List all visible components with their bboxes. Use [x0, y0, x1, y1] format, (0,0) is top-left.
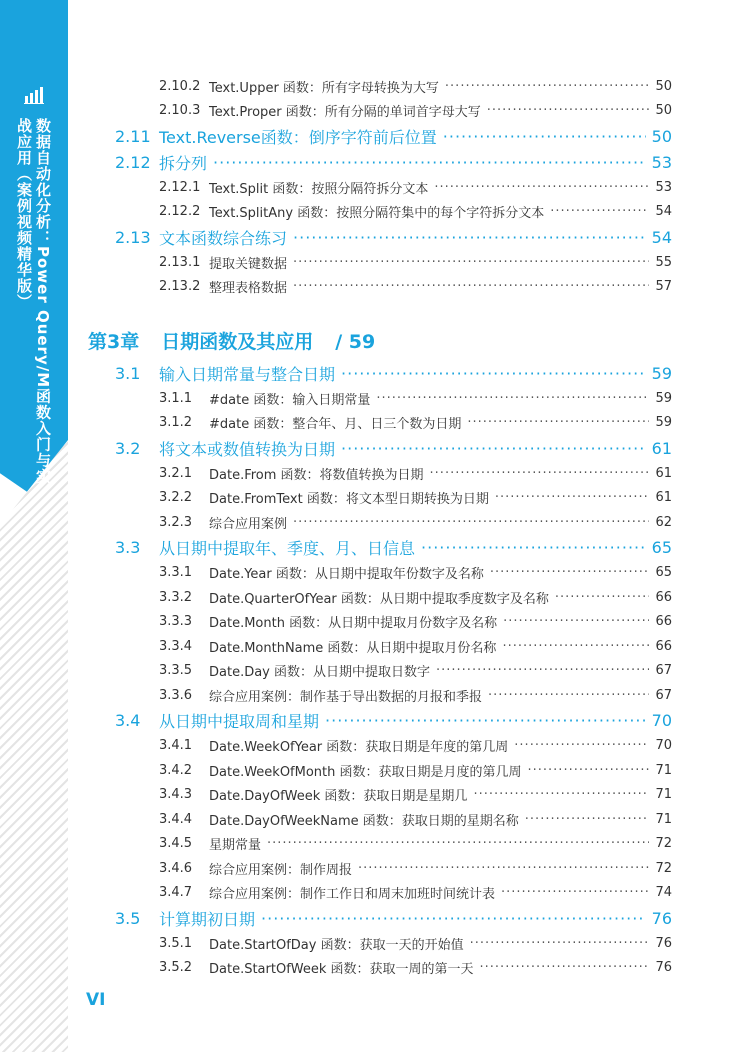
toc-entry-number: 3.5.1 — [159, 935, 193, 951]
toc-entry-page: 50 — [655, 78, 672, 94]
toc-entry-title: Text.Reverse函数：倒序字符前后位置 — [159, 127, 437, 147]
toc-entry-page: 59 — [655, 390, 672, 406]
toc-entry-title: Date.FromText 函数：将文本型日期转换为日期 — [209, 492, 489, 507]
toc-entry-number: 3.2.1 — [159, 465, 193, 481]
chapter-title: 日期函数及其应用 — [161, 331, 314, 353]
toc-entry-page: 59 — [651, 363, 672, 383]
toc-subsection-entry — [159, 486, 672, 510]
toc-subsection-entry — [159, 74, 672, 98]
toc-leader-dots — [467, 415, 649, 430]
toc-subsection-entry — [159, 250, 672, 274]
toc-entry-number: 2.12.2 — [159, 204, 201, 219]
toc-entry-page: 76 — [655, 960, 672, 975]
toc-entry-title: 星期常量 — [209, 838, 262, 853]
toc-entry-number: 2.13.1 — [159, 254, 201, 270]
toc-leader-dots — [267, 836, 649, 851]
toc-subsection-entry — [159, 758, 672, 782]
toc-leader-dots — [436, 663, 649, 678]
toc-entry-page: 70 — [655, 738, 672, 753]
toc-leader-dots — [528, 763, 650, 778]
toc-entry-number: 3.3.5 — [159, 663, 193, 678]
toc-subsection-entry — [159, 634, 672, 658]
chapter-heading — [88, 327, 375, 354]
toc-subsection-entry — [159, 386, 672, 410]
toc-entry-number: 3.4 — [115, 711, 141, 730]
toc-subsection-entry — [159, 175, 672, 199]
toc-entry-title: Date.Year 函数：从日期中提取年份数字及名称 — [209, 567, 484, 582]
toc-entry-page: 72 — [655, 860, 672, 876]
toc-entry-title: Date.From 函数：将数值转换为日期 — [209, 467, 424, 483]
toc-entry-page: 67 — [655, 663, 672, 678]
toc-leader-dots — [502, 639, 649, 654]
toc-leader-dots — [470, 936, 650, 951]
toc-entry-title: 综合应用案例：制作周报 — [209, 862, 353, 878]
toc-entry-number: 3.4.1 — [159, 738, 193, 753]
toc-leader-dots — [550, 204, 649, 219]
toc-entry-page: 57 — [655, 279, 672, 294]
toc-entry-page: 71 — [655, 787, 672, 802]
toc-entry-title: 综合应用案例 — [209, 516, 288, 532]
toc-entry-number: 3.3.4 — [159, 638, 193, 654]
toc-entry-title: Date.DayOfWeek 函数：获取日期是星期几 — [209, 789, 468, 804]
toc-entry-number: 3.5 — [115, 908, 141, 928]
toc-leader-dots — [487, 103, 650, 118]
toc-entry-page: 67 — [655, 687, 672, 703]
toc-entry-page: 66 — [655, 638, 672, 654]
toc-entry-page: 61 — [651, 438, 672, 458]
toc-entry-page: 55 — [655, 254, 672, 270]
chapter-label: 第3章 — [88, 331, 140, 353]
toc-entry-number: 2.12 — [115, 152, 151, 172]
toc-subsection-entry — [159, 99, 672, 123]
toc-subsection-entry — [159, 585, 672, 609]
toc-entry-title: Date.MonthName 函数：从日期中提取月份名称 — [209, 640, 497, 656]
toc-entry-title: Date.Month 函数：从日期中提取月份数字及名称 — [209, 616, 498, 631]
toc-subsection-entry — [159, 783, 672, 807]
toc-entry-title: Date.StartOfDay 函数：获取一天的开始值 — [209, 937, 464, 953]
toc-entry-page: 71 — [655, 762, 672, 778]
toc-entry-number: 3.4.3 — [159, 787, 193, 802]
toc-subsection-entry — [159, 931, 672, 955]
toc-entry-number: 2.13 — [115, 227, 151, 247]
toc-subsection-entry — [159, 683, 672, 707]
toc-subsection-entry — [159, 956, 672, 980]
toc-entry-title: Date.WeekOfMonth 函数：获取日期是月度的第几周 — [209, 764, 522, 780]
toc-entry-title: Text.Split 函数：按照分隔符拆分文本 — [209, 181, 429, 197]
toc-leader-dots — [445, 79, 650, 94]
toc-leader-dots — [430, 466, 650, 481]
toc-entry-page: 66 — [655, 589, 672, 605]
toc-leader-dots — [480, 960, 650, 975]
toc-leader-dots — [293, 255, 649, 270]
toc-section-entry — [115, 123, 672, 149]
toc-entry-title: 将文本或数值转换为日期 — [159, 439, 336, 459]
toc-entry-number: 3.3.1 — [159, 565, 193, 580]
toc-section-entry — [115, 535, 672, 561]
toc-entry-title: 文本函数综合练习 — [159, 228, 288, 248]
toc-entry-page: 72 — [655, 836, 672, 851]
toc-entry-number: 3.3 — [115, 538, 141, 557]
toc-leader-dots — [341, 439, 646, 458]
toc-entry-page: 71 — [655, 811, 672, 827]
toc-leader-dots — [443, 127, 646, 146]
toc-entry-number: 3.4.2 — [159, 762, 193, 778]
toc-entry-page: 66 — [655, 614, 672, 629]
toc-entry-title: Text.Proper 函数：所有分隔的单词首字母大写 — [209, 105, 481, 120]
toc-entry-number: 3.4.7 — [159, 885, 193, 900]
toc-entry-page: 61 — [655, 465, 672, 481]
chapter-page: / 59 — [335, 331, 376, 353]
toc-entry-page: 62 — [655, 514, 672, 530]
toc-entry-title: #date 函数：整合年、月、日三个数为日期 — [209, 417, 462, 432]
book-title: 数据自动化分析：Power Query/M函数入门与实战应用（案例视频精华版） — [15, 118, 52, 485]
toc-entry-number: 2.12.1 — [159, 179, 201, 195]
toc-leader-dots — [434, 180, 649, 195]
toc-entry-title: 提取关键数据 — [209, 256, 288, 272]
toc-leader-dots — [293, 228, 646, 247]
toc-entry-number: 3.1 — [115, 363, 141, 383]
toc-entry-title: 从日期中提取周和星期 — [159, 712, 320, 731]
toc-entry-page: 65 — [651, 538, 672, 557]
toc-leader-dots — [503, 614, 649, 629]
toc-leader-dots — [213, 153, 646, 172]
toc-leader-dots — [514, 738, 649, 753]
toc-subsection-entry — [159, 832, 672, 856]
toc-section-entry — [115, 360, 672, 386]
toc-leader-dots — [525, 812, 650, 827]
toc-subsection-entry — [159, 561, 672, 585]
toc-entry-page: 50 — [651, 126, 672, 146]
toc-entry-page: 53 — [651, 152, 672, 172]
page-folio: VI — [86, 990, 106, 1010]
toc-entry-number: 3.4.5 — [159, 836, 193, 851]
toc-entry-title: 计算期初日期 — [159, 909, 256, 929]
toc-entry-page: 70 — [651, 711, 672, 730]
toc-entry-title: 拆分列 — [159, 153, 208, 173]
toc-entry-title: #date 函数：输入日期常量 — [209, 392, 371, 408]
toc-leader-dots — [376, 391, 649, 406]
toc-entry-page: 50 — [655, 103, 672, 118]
toc-entry-number: 2.13.2 — [159, 279, 201, 294]
toc-subsection-entry — [159, 659, 672, 683]
toc-entry-number: 2.11 — [115, 126, 151, 146]
toc-entry-title: Date.QuarterOfYear 函数：从日期中提取季度数字及名称 — [209, 591, 549, 607]
toc-entry-number: 3.3.3 — [159, 614, 193, 629]
toc-subsection-entry — [159, 461, 672, 485]
toc-entry-title: Date.DayOfWeekName 函数：获取日期的星期名称 — [209, 813, 519, 829]
toc-entry-page: 59 — [655, 415, 672, 430]
toc-leader-dots — [490, 565, 650, 580]
toc-leader-dots — [473, 787, 649, 802]
toc-leader-dots — [341, 364, 646, 383]
toc-entry-number: 3.2 — [115, 438, 141, 458]
toc-entry-title: Text.SplitAny 函数：按照分隔符集中的每个字符拆分文本 — [209, 206, 545, 221]
toc-entry-title: 从日期中提取年、季度、月、日信息 — [159, 539, 416, 558]
toc-entry-title: 综合应用案例：制作工作日和周末加班时间统计表 — [209, 887, 496, 902]
toc-leader-dots — [495, 490, 650, 505]
toc-leader-dots — [293, 515, 649, 530]
toc-entry-page: 61 — [655, 490, 672, 505]
toc-leader-dots — [421, 538, 646, 557]
toc-entry-page: 65 — [655, 565, 672, 580]
toc-entry-page: 76 — [655, 935, 672, 951]
toc-entry-number: 3.5.2 — [159, 960, 193, 975]
toc-leader-dots — [325, 711, 646, 730]
toc-entry-page: 53 — [655, 179, 672, 195]
toc-section-entry — [115, 149, 672, 175]
toc-entry-number: 3.1.2 — [159, 415, 193, 430]
toc-entry-title: Date.WeekOfYear 函数：获取日期是年度的第几周 — [209, 740, 509, 755]
toc-section-entry — [115, 224, 672, 250]
toc-entry-number: 3.2.2 — [159, 490, 193, 505]
toc-entry-number: 2.10.3 — [159, 103, 201, 118]
toc-subsection-entry — [159, 856, 672, 880]
toc-entry-title: Date.StartOfWeek 函数：获取一周的第一天 — [209, 962, 474, 977]
toc-subsection-entry — [159, 807, 672, 831]
toc-section-entry — [115, 708, 672, 734]
toc-entry-title: Date.Day 函数：从日期中提取日数字 — [209, 665, 431, 680]
toc-entry-number: 3.3.6 — [159, 687, 193, 703]
toc-entry-number: 3.2.3 — [159, 514, 193, 530]
toc-subsection-entry — [159, 881, 672, 905]
toc-subsection-entry — [159, 510, 672, 534]
toc-section-entry — [115, 435, 672, 461]
toc-subsection-entry — [159, 275, 672, 299]
toc-entry-number: 2.10.2 — [159, 78, 201, 94]
toc-subsection-entry — [159, 734, 672, 758]
toc-leader-dots — [488, 688, 649, 703]
toc-entry-title: 整理表格数据 — [209, 281, 288, 296]
toc-entry-page: 54 — [651, 227, 672, 247]
toc-entry-page: 74 — [655, 885, 672, 900]
toc-leader-dots — [293, 279, 649, 294]
toc-leader-dots — [358, 861, 649, 876]
toc-entry-number: 3.1.1 — [159, 390, 193, 406]
toc-subsection-entry — [159, 200, 672, 224]
toc-leader-dots — [501, 885, 649, 900]
toc-entry-page: 54 — [655, 204, 672, 219]
toc-entry-title: 输入日期常量与整合日期 — [159, 364, 336, 384]
toc-entry-number: 3.4.6 — [159, 860, 193, 876]
toc-entry-title: 综合应用案例：制作基于导出数据的月报和季报 — [209, 689, 483, 705]
toc-entry-title: Text.Upper 函数：所有字母转换为大写 — [209, 80, 439, 96]
toc-entry-number: 3.3.2 — [159, 589, 193, 605]
toc-leader-dots — [261, 909, 646, 928]
toc-subsection-entry — [159, 411, 672, 435]
toc-leader-dots — [555, 590, 650, 605]
toc-subsection-entry — [159, 610, 672, 634]
toc-entry-page: 76 — [651, 908, 672, 928]
toc-section-entry — [115, 905, 672, 931]
toc-entry-number: 3.4.4 — [159, 811, 193, 827]
